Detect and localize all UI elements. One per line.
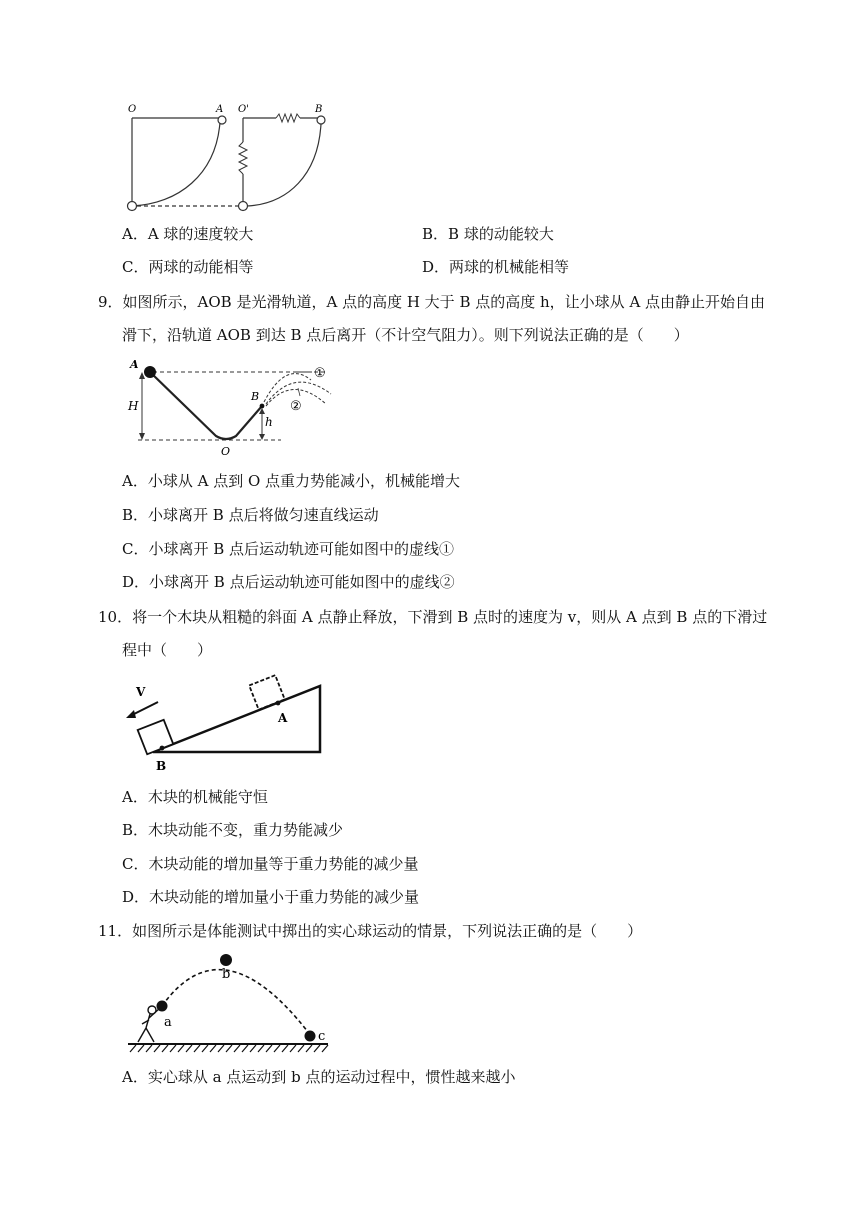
- q8-option-d: D．两球的机械能相等: [422, 258, 570, 276]
- label-A: A: [216, 104, 224, 115]
- q10-option-b: B．木块动能不变，重力势能减少: [122, 821, 344, 839]
- label-B: B: [315, 104, 323, 115]
- q10-stem-line1: 10．将一个木块从粗糙的斜面 A 点静止释放，下滑到 B 点时的速度为 v，则从 A 点到 B 点的下滑过: [98, 608, 768, 626]
- label-c: c: [318, 1029, 326, 1044]
- q8-option-b: B．B 球的动能较大: [422, 225, 554, 243]
- q10-option-c: C．木块动能的增加量等于重力势能的减少量: [122, 855, 419, 873]
- label-O-prime: O': [238, 104, 249, 115]
- q10-stem-line2: 程中（ ）: [122, 641, 213, 659]
- label-H: H: [128, 399, 139, 413]
- q11-figure: [122, 948, 334, 1054]
- q9-figure: [126, 352, 336, 462]
- label-O: O: [221, 445, 231, 458]
- label-circle-1: ①: [314, 366, 326, 381]
- q11-stem-line1: 11．如图所示是体能测试中掷出的实心球运动的情景，下列说法正确的是（ ）: [98, 922, 643, 940]
- label-h: h: [265, 415, 273, 429]
- label-a: a: [164, 1015, 172, 1030]
- q9-option-b: B．小球离开 B 点后将做匀速直线运动: [122, 506, 379, 524]
- q10-option-d: D．木块动能的增加量小于重力势能的减少量: [122, 888, 420, 906]
- label-circle-2: ②: [290, 399, 302, 414]
- q8-figure: [118, 100, 338, 220]
- q11-option-a: A．实心球从 a 点运动到 b 点的运动过程中，惯性越来越小: [122, 1068, 516, 1086]
- q10-option-a: A．木块的机械能守恒: [122, 788, 268, 806]
- label-O: O: [128, 104, 137, 115]
- q9-option-d: D．小球离开 B 点后运动轨迹可能如图中的虚线②: [122, 573, 455, 591]
- q8-option-a: A．A 球的速度较大: [122, 225, 254, 243]
- label-A: A: [130, 358, 139, 371]
- q10-figure: [118, 666, 328, 776]
- q9-option-c: C．小球离开 B 点后运动轨迹可能如图中的虚线①: [122, 540, 455, 558]
- label-b: b: [222, 967, 231, 982]
- label-A: A: [278, 711, 288, 725]
- label-v: V: [136, 685, 146, 699]
- q9-stem-line2: 滑下，沿轨道 AOB 到达 B 点后离开（不计空气阻力）。则下列说法正确的是（ ）: [122, 326, 689, 344]
- q9-option-a: A．小球从 A 点到 O 点重力势能减小，机械能增大: [122, 472, 461, 490]
- label-B: B: [156, 759, 167, 773]
- label-B: B: [251, 390, 260, 403]
- q8-option-c: C．两球的动能相等: [122, 258, 254, 276]
- q9-stem-line1: 9．如图所示，AOB 是光滑轨道，A 点的高度 H 大于 B 点的高度 h，让小球从 A 点由静止开始自由: [98, 293, 766, 311]
